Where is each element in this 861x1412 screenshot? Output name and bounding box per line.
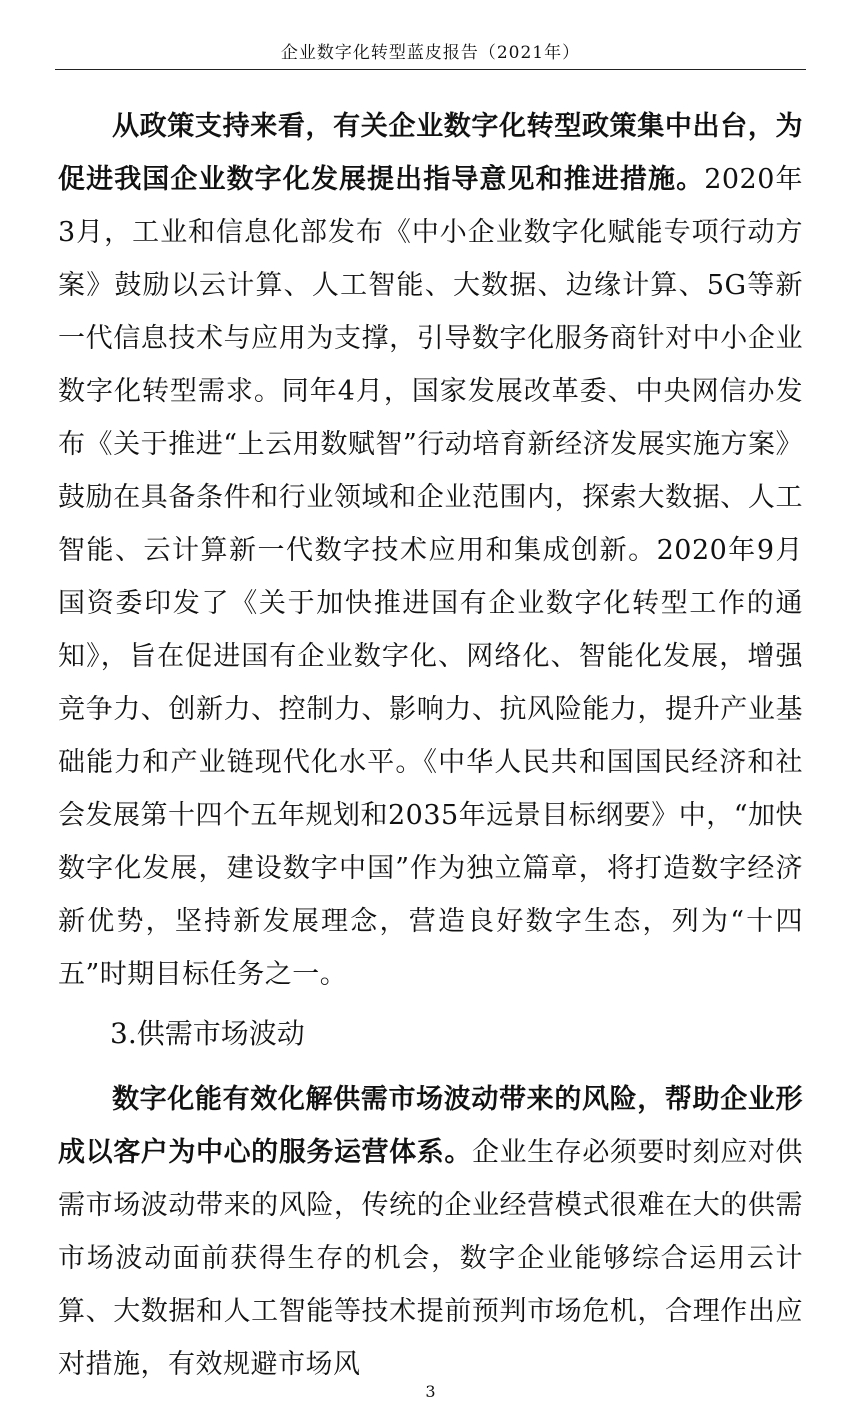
paragraph-body: 2020年3月，工业和信息化部发布《中小企业数字化赋能专项行动方案》鼓励以云计算、人工智能、大数据、边缘计算、5G等新一代信息技术与应用为支撑，引导数字化服务商针对中小企业数字化转型需求。同年4月，国家发展改革委、中央网信办发布《关于推进“上云用数赋智”行动培育新经济发展实施方案》鼓励在具备条件和行业领域和企业范围内，探索大数据、人工智能、云计算新一代数字技术应用和集成创新。2020年9月国资委印发了《关于加快推进国有企业数字化转型工作的通知》，旨在促进国有企业数字化、网络化、智能化发展，增强竞争力、创新力、控制力、影响力、抗风险能力，提升产业基础能力和产业链现代化水平。《中华人民共和国国民经济和社会发展第十四个五年规划和2035年远景目标纲要》中，“加快数字化发展，建设数字中国”作为独立篇章，将打造数字经济新优势，坚持新发展理念，营造良好数字生态，列为“十四五”时期目标任务之一。	[58, 164, 804, 990]
paragraph-body: 企业生存必须要时刻应对供需市场波动带来的风险，传统的企业经营模式很难在大的供需市场波动面前获得生存的机会，数字企业能够综合运用云计算、大数据和人工智能等技术提前预判市场危机，合理作出应对措施，有效规避市场风	[58, 1137, 804, 1380]
paragraph-policy-support	[58, 100, 803, 1001]
section-heading: 3.供需市场波动	[110, 1017, 305, 1050]
page-number: 3	[425, 1382, 436, 1401]
running-header: 企业数字化转型蓝皮报告（2021年）	[55, 38, 806, 70]
paragraph-market-fluctuation	[58, 1073, 803, 1391]
paragraph-lead-bold: 数字化能有效化解供需市场波动带来的风险，帮助企业形成以客户为中心的服务运营体系。	[58, 1084, 803, 1168]
paragraph-lead-bold: 从政策支持来看，有关企业数字化转型政策集中出台，为促进我国企业数字化发展提出指导意见和推进措施。	[58, 111, 803, 195]
